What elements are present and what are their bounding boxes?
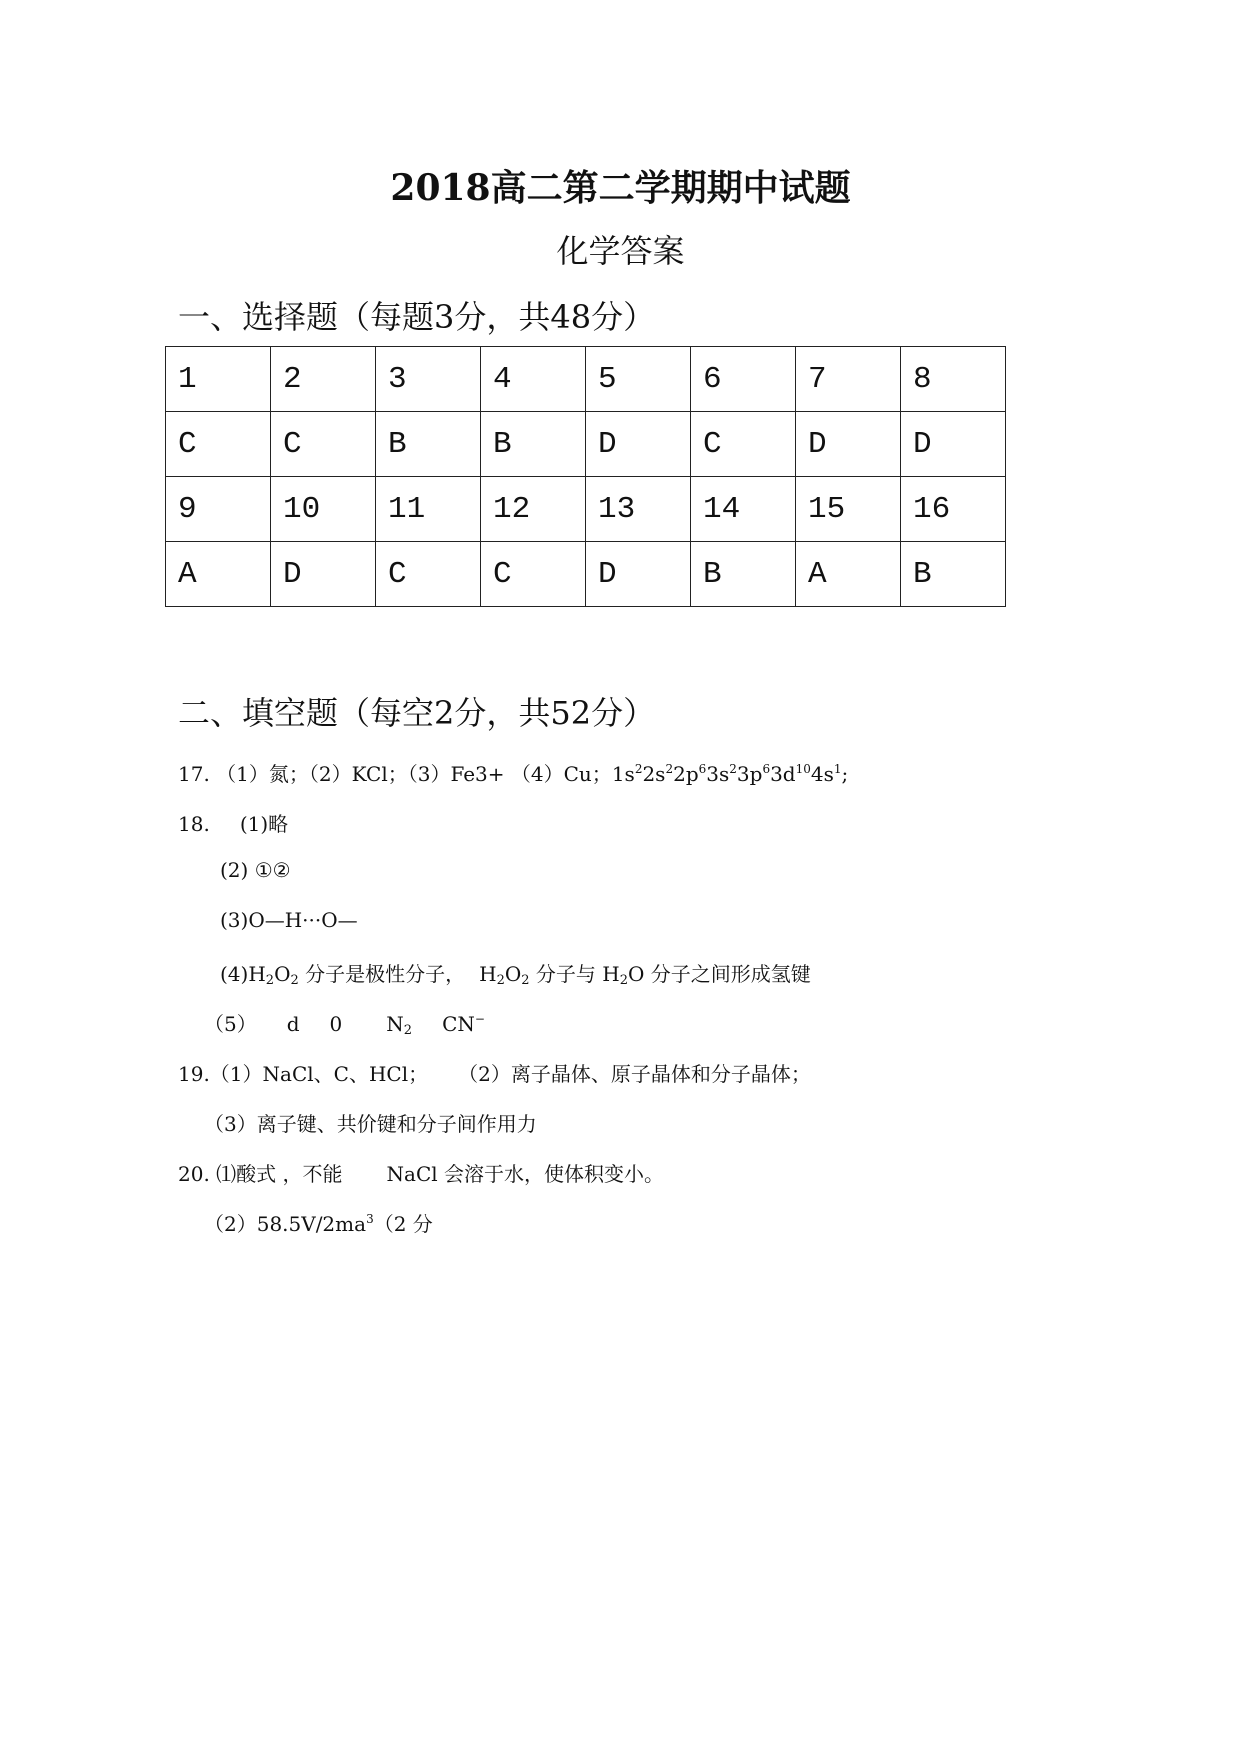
answer-cell: C (271, 412, 376, 477)
question-number-cell: 7 (796, 347, 901, 412)
answer-cell: D (901, 412, 1006, 477)
q18-part-4 (220, 958, 811, 988)
q18-p4-text: O (504, 962, 522, 986)
subscript: 2 (619, 973, 628, 988)
question-number-cell: 14 (691, 477, 796, 542)
answer-cell: D (586, 542, 691, 607)
answer-cell: A (166, 542, 271, 607)
q18-p4-text: (4)H (220, 962, 266, 986)
q18-part-1: (1)略 (239, 812, 289, 836)
question-number-cell: 6 (691, 347, 796, 412)
q17-config (612, 762, 848, 786)
question-number-row (166, 477, 1006, 542)
superscript: 3 (366, 1212, 374, 1226)
electron-count: 2 (634, 762, 643, 776)
electron-count: 1 (833, 762, 842, 776)
q18-part-5 (204, 1008, 485, 1038)
q18-p5-answer: N (386, 1012, 404, 1036)
answer-cell: C (481, 542, 586, 607)
orbital-2p: 2p (673, 762, 699, 786)
q20-part-2-note: （2 分 (373, 1212, 433, 1236)
electron-count: 6 (698, 762, 707, 776)
question-number-cell: 13 (586, 477, 691, 542)
orbital-3d: 3d (770, 762, 796, 786)
q18-p4-text: 分子是极性分子， (298, 962, 466, 986)
q20-part-2: （2）58.5V/2ma (204, 1212, 367, 1236)
orbital-3s: 3s (706, 762, 730, 786)
orbital-1s: 1s (611, 762, 635, 786)
question-number-cell: 5 (586, 347, 691, 412)
answer-cell: D (586, 412, 691, 477)
orbital-3p: 3p (736, 762, 763, 786)
question-number-cell: 1 (166, 347, 271, 412)
q19-part-1: 19.（1）NaCl、C、HCl； (178, 1062, 429, 1086)
q18-part-2: (2) ①② (220, 858, 291, 882)
answer-table-body (166, 347, 1006, 607)
answer-row (166, 542, 1006, 607)
question-number-cell: 2 (271, 347, 376, 412)
section-1-heading: 一、选择题（每题3分，共48分） (178, 298, 656, 336)
subscript: 2 (496, 973, 505, 988)
q18-p5-answer: CN (442, 1012, 475, 1036)
q18-part-3: (3)O—H···O— (220, 908, 358, 932)
question-number-cell: 11 (376, 477, 481, 542)
question-number-cell: 9 (166, 477, 271, 542)
electron-count: 6 (762, 762, 771, 776)
question-number-cell: 4 (481, 347, 586, 412)
section-2-heading: 二、填空题（每空2分，共52分） (178, 694, 656, 732)
page-title: 2018高二第二学期期中试题 (390, 167, 851, 209)
q17-prefix: 17. （1）氮；（2）KCl；（3）Fe3+ （4）Cu； (178, 762, 612, 786)
q20-part-1: 20. ⑴酸式 ，不能 (178, 1162, 343, 1186)
electron-count: 2 (729, 762, 737, 776)
answer-cell: B (901, 542, 1006, 607)
answer-row (166, 412, 1006, 477)
answer-table (165, 346, 1006, 607)
subscript: 2 (290, 973, 299, 988)
q20-line-1 (178, 1158, 664, 1187)
question-number-cell: 10 (271, 477, 376, 542)
question-number-row (166, 347, 1006, 412)
answer-cell: C (166, 412, 271, 477)
config-end: ; (841, 762, 849, 786)
q18-line-1 (178, 808, 288, 837)
answer-cell: B (481, 412, 586, 477)
question-number-cell: 12 (481, 477, 586, 542)
electron-count: 2 (665, 762, 674, 776)
orbital-4s: 4s (810, 762, 834, 786)
q18-p5-answer: 0 (329, 1012, 343, 1036)
subscript: 2 (521, 973, 530, 988)
q18-number: 18. (178, 812, 210, 836)
answer-cell: D (271, 542, 376, 607)
orbital-2s: 2s (642, 762, 666, 786)
q18-p4-text: H (479, 962, 497, 986)
page-subtitle: 化学答案 (556, 232, 685, 270)
q20-line-2 (204, 1208, 433, 1237)
answer-cell: B (691, 542, 796, 607)
q19-part-3: （3）离子键、共价键和分子间作用力 (204, 1112, 537, 1136)
subscript: 2 (265, 973, 275, 988)
electron-count: 10 (795, 762, 811, 776)
question-number-cell: 16 (901, 477, 1006, 542)
superscript: − (474, 1012, 485, 1026)
q20-part-1-reason: NaCl 会溶于水，使体积变小。 (386, 1162, 665, 1186)
q18-p4-text: O 分子之间形成氢键 (627, 962, 811, 986)
question-number-cell: 3 (376, 347, 481, 412)
q19-line-1 (178, 1058, 811, 1087)
answer-cell: C (376, 542, 481, 607)
answer-cell: A (796, 542, 901, 607)
answer-cell: D (796, 412, 901, 477)
answer-cell: C (691, 412, 796, 477)
answer-cell: B (376, 412, 481, 477)
q18-p4-text: 分子与 H (529, 962, 620, 986)
q18-p5-answer: d (286, 1012, 300, 1036)
question-number-cell: 8 (901, 347, 1006, 412)
q19-part-2: （2）离子晶体、原子晶体和分子晶体； (458, 1062, 811, 1086)
q18-p4-text: O (274, 962, 291, 986)
subscript: 2 (403, 1023, 413, 1038)
question-number-cell: 15 (796, 477, 901, 542)
q18-p5-label: （5） (204, 1012, 257, 1036)
q17-answer (178, 758, 848, 787)
